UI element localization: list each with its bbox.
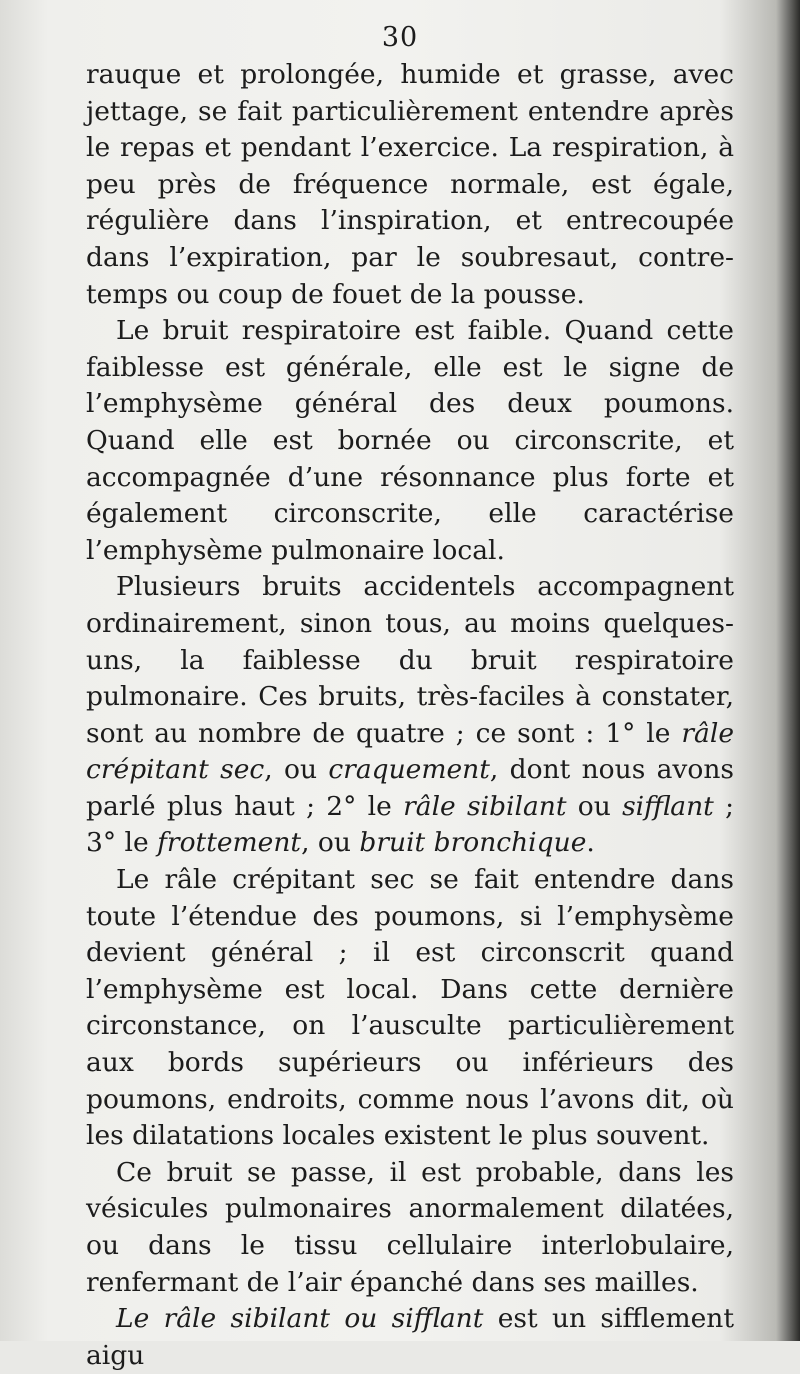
text-run: Le bruit respiratoire est faible. Quand cette faiblesse est générale, elle est le signe de l’emphysème général des deux poumons. Quand elle est bornée ou circonscrite, et accompagnée d’une résonnance plus forte et également circonscrite, elle caractérise l’emphysème pulmonaire local. <box>86 315 734 566</box>
italic-term: râle sibilant <box>403 790 567 822</box>
page-number: 30 <box>381 22 419 53</box>
text-run: , ou <box>301 827 360 859</box>
italic-term: râle crépitant sec <box>86 717 734 786</box>
text-run: , dont nous avons parlé plus haut ; 2° le <box>86 754 735 822</box>
text-run: ou <box>566 790 623 822</box>
paragraph <box>86 313 734 569</box>
text-run: rauque et prolongée, humide et grasse, avec jettage, se fait particulièrement entendre après le repas et pendant l’exercice. La respiration, à peu près de fréquence normale, est égale, régulière dans l’inspiration, et entrecoupée dans l’expiration, par le soubresaut, contre-temps ou coup de fouet de la pousse. <box>86 59 734 310</box>
body-text <box>86 57 734 1374</box>
text-run: Plusieurs bruits accidentels accompagnent ordinairement, sinon tous, au moins quelques-uns, la faiblesse du bruit respiratoire pulmonaire. Ces bruits, très-faciles à constater, sont au nombre de quatre ; ce sont : 1° le <box>86 571 734 749</box>
italic-term: sifflant <box>622 790 714 822</box>
text-run: ; 3° le <box>86 790 734 859</box>
text-run: est un sifflement aigu <box>86 1303 734 1371</box>
text-run: Le râle crépitant sec se fait entendre dans toute l’étendue des poumons, si l’emphysème devient général ; il est circonscrit quand l’emphysème est local. Dans cette dernière circonstance, on l’ausculte particulièrement aux bords supérieurs ou inférieurs des poumons, endroits, comme nous l’avons dit, où les dilatations locales existent le plus souvent. <box>86 864 734 1152</box>
paragraph <box>86 1155 734 1301</box>
italic-term: Le râle sibilant ou sifflant <box>116 1303 484 1335</box>
paragraph <box>86 569 734 862</box>
italic-term: bruit bronchique <box>359 827 587 859</box>
italic-term: craquement <box>328 754 490 786</box>
text-run: . <box>586 827 595 859</box>
italic-term: frottement <box>157 827 302 859</box>
text-run: , ou <box>264 754 329 786</box>
paragraph <box>86 1301 734 1374</box>
paragraph <box>86 57 734 313</box>
paragraph <box>86 862 734 1155</box>
text-run: Ce bruit se passe, il est probable, dans les vésicules pulmonaires anormalement dilatées, ou dans le tissu cellulaire interlobulaire, renfermant de l’air épanché dans ses mailles. <box>86 1156 734 1298</box>
